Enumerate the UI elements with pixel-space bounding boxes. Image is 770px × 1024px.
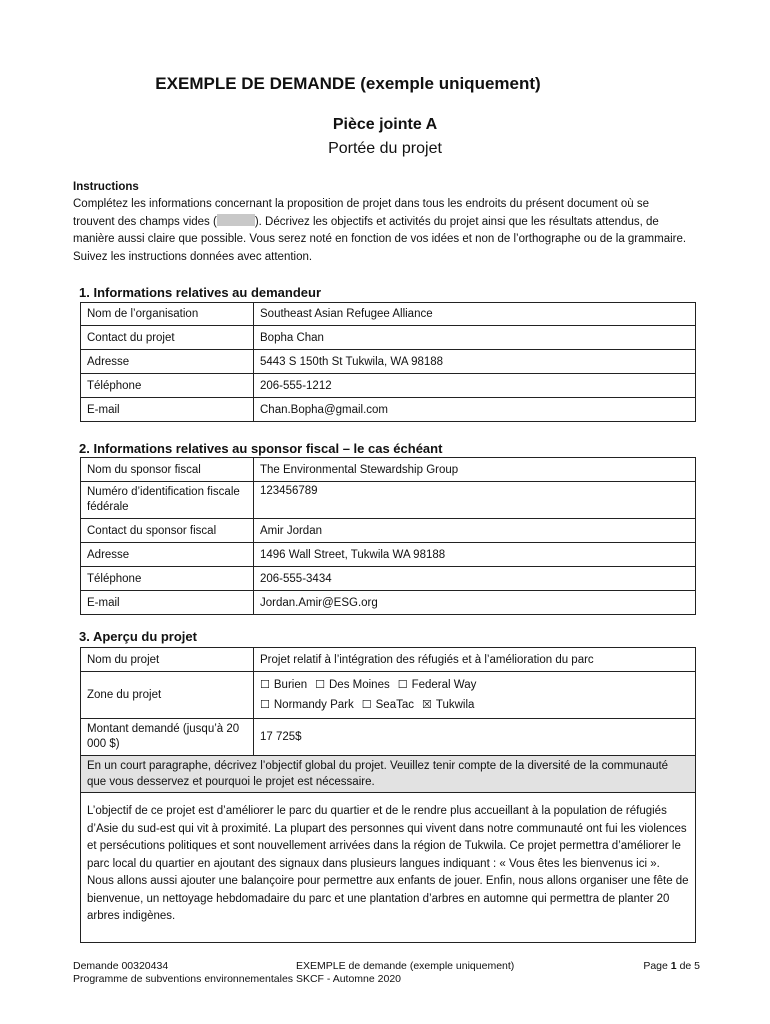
zone-options-line2 [260,695,689,715]
zone-option-label: Des Moines [329,679,390,691]
row-label: Nom de l’organisation [81,303,254,326]
fiscal-sponsor-table [80,457,696,615]
table-row [81,648,696,672]
row-value[interactable]: The Environmental Stewardship Group [254,458,696,482]
row-label: Contact du projet [81,326,254,350]
row-value[interactable]: 5443 S 150th St Tukwila, WA 98188 [254,350,696,374]
project-overview-table [80,647,696,943]
project-name-label: Nom du projet [81,648,254,672]
row-label: Numéro d’identification fiscale fédérale [81,482,254,519]
table-row [81,458,696,482]
zone-option-label: Federal Way [411,679,477,691]
zone-option-label: Normandy Park [273,699,354,711]
table-row [81,672,696,719]
document-title: EXEMPLE DE DEMANDE (exemple uniquement) [155,74,541,93]
attachment-subtitle: Portée du projet [328,140,442,157]
unchecked-box-icon[interactable]: ☐ [397,678,408,691]
section2-title: 2. Informations relatives au sponsor fiscal – le cas échéant [79,441,443,456]
project-goal-answer[interactable]: L’objectif de ce projet est d’améliorer le parc du quartier et de le rendre plus accueillant à la population de réfugiés d’Asie du sud-est qui vit à proximité. La plupart des personnes qui vivent dans notre communauté ont fui les violences et persécutions politiques et sont nouvellement arrivées dans la région de Tukwila. Ce projet permettra d’améliorer le parc local du quartier en ajoutant des signaux dans plusieurs langues indiquant : « Vous êtes les bienvenus ici ». Nous allons aussi ajouter une balançoire pour permettre aux enfants de jouer. Enfin, nous allons organiser une fête de bienvenue, un nettoyage hebdomadaire du parc et une plantation d’arbres en automne qui permettra de planter 20 arbres indigènes. [81,793,696,943]
instructions-text-part1: Complétez les informations concernant la proposition de projet dans tous les endroits du présent document où se trouvent des champs vides ( [73,198,649,228]
footer-page-current: 1 [670,960,677,972]
row-value[interactable]: Bopha Chan [254,326,696,350]
table-row [81,482,696,519]
project-zone-label: Zone du projet [81,672,254,719]
unchecked-box-icon[interactable]: ☐ [260,678,270,691]
footer-center: EXEMPLE de demande (exemple uniquement) [296,960,515,972]
table-row [81,350,696,374]
row-value[interactable]: 206-555-3434 [254,567,696,591]
zone-option-label: SeaTac [375,699,414,711]
row-label: Adresse [81,350,254,374]
zone-option[interactable] [362,699,414,711]
footer-page-number [643,960,700,973]
row-label: Contact du sponsor fiscal [81,519,254,543]
row-label: Nom du sponsor fiscal [81,458,254,482]
row-label: E-mail [81,591,254,615]
table-row [81,591,696,615]
project-goal-prompt: En un court paragraphe, décrivez l’objectif global du projet. Veuillez tenir compte de la diversité de la communauté que vous desservez et pourquoi le projet est nécessaire. [81,756,696,793]
footer-page-word: Page [643,960,668,972]
amount-requested-value[interactable]: 17 725$ [254,719,696,756]
row-value[interactable]: 123456789 [254,482,696,519]
row-value[interactable]: Jordan.Amir@ESG.org [254,591,696,615]
unchecked-box-icon[interactable]: ☐ [260,698,270,711]
row-value[interactable]: Southeast Asian Refugee Alliance [254,303,696,326]
instructions-text [73,196,693,266]
unchecked-box-icon[interactable]: ☐ [361,698,372,711]
zone-option-label: Burien [273,679,308,691]
zone-option[interactable] [398,679,477,691]
applicant-info-table [80,302,696,422]
zone-option[interactable] [315,679,390,691]
table-row [81,326,696,350]
table-row [81,793,696,943]
zone-option[interactable] [422,699,474,711]
section3-title: 3. Aperçu du projet [79,629,197,644]
instructions-heading: Instructions [73,181,139,193]
row-value[interactable]: 206-555-1212 [254,374,696,398]
table-row [81,303,696,326]
project-name-value[interactable]: Projet relatif à l’intégration des réfugiés et à l’amélioration du parc [254,648,696,672]
zone-option[interactable] [260,699,354,711]
table-row [81,719,696,756]
attachment-title: Pièce jointe A [332,116,438,133]
row-label: Téléphone [81,374,254,398]
row-value[interactable]: Chan.Bopha@gmail.com [254,398,696,422]
table-row [81,374,696,398]
footer-demande-id: Demande 00320434 [73,960,169,972]
row-value[interactable]: Amir Jordan [254,519,696,543]
row-label: Adresse [81,543,254,567]
section1-title: 1. Informations relatives au demandeur [79,285,322,300]
table-row [81,567,696,591]
unchecked-box-icon[interactable]: ☐ [315,678,325,691]
zone-options-line1 [260,675,689,695]
table-row [81,519,696,543]
footer-page-total: de 5 [679,960,700,972]
footer-program: Programme de subventions environnementales SKCF - Automne 2020 [73,973,402,985]
zone-option-label: Tukwila [435,699,475,711]
checked-box-icon[interactable]: ☒ [422,698,432,711]
zone-option[interactable] [260,679,307,691]
table-row [81,543,696,567]
table-row [81,756,696,793]
row-value[interactable]: 1496 Wall Street, Tukwila WA 98188 [254,543,696,567]
row-label: E-mail [81,398,254,422]
table-row [81,398,696,422]
blank-field-sample [217,214,255,226]
row-label: Téléphone [81,567,254,591]
amount-requested-label: Montant demandé (jusqu’à 20 000 $) [81,719,254,756]
instructions-text-part2: ). Décrivez les objectifs et activités du projet ainsi que les résultats attendus, de manière aussi claire que possible. Vous serez noté en fonction de vos idées et non de l’orthographe ou de la grammaire. Suivez les instructions données avec attention. [73,215,687,263]
project-zone-options [254,672,696,719]
